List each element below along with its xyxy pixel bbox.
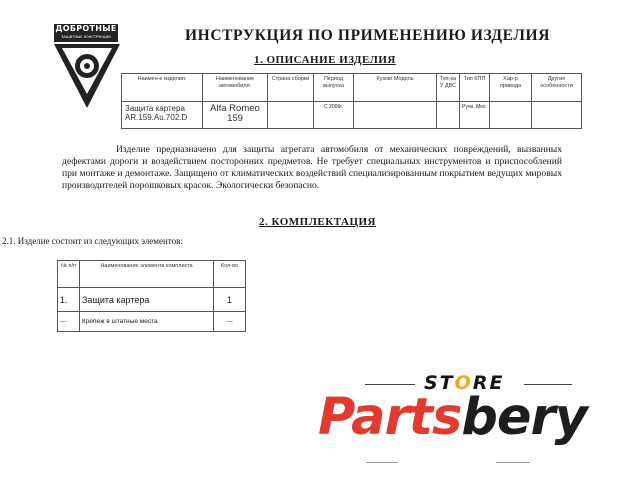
spec-header-cell: Наименование автомобиля:	[203, 74, 268, 102]
kit-cell-qty: 1	[214, 288, 246, 312]
spec-header-cell: Кузов/ Модель	[354, 74, 437, 102]
logo-brand-text: ДОБРОТНЫЕ	[55, 24, 117, 33]
company-logo	[52, 22, 124, 112]
spec-cell-period: С 2006г.	[314, 102, 354, 129]
kit-table	[57, 260, 246, 332]
spec-header-cell: Период выпуска	[314, 74, 354, 102]
watermark-divider	[496, 462, 530, 463]
watermark-divider	[365, 384, 415, 385]
spec-table-header-row	[122, 74, 582, 102]
spec-header-cell: Хар-р привода	[490, 74, 532, 102]
section-heading-description: 1. ОПИСАНИЕ ИЗДЕЛИЯ	[254, 54, 396, 66]
kit-table-row	[58, 288, 246, 312]
watermark-divider	[524, 384, 572, 385]
watermark-store-ring: O	[454, 372, 473, 394]
spec-cell-vehicle: Alfa Romeo 159	[203, 102, 268, 129]
kit-table-header-row	[58, 261, 246, 288]
spec-cell	[437, 102, 460, 129]
kit-cell-name: Защита картера	[80, 288, 214, 312]
watermark-store-part: ST	[424, 372, 455, 394]
spec-table	[121, 73, 582, 129]
kit-header-cell: № п/п	[58, 261, 80, 288]
shield-emblem-icon	[52, 42, 122, 112]
watermark-divider	[366, 462, 398, 463]
spec-cell-product: Защита картера AR.159.Au.702.D	[122, 102, 203, 129]
spec-header-cell: Страна сборки	[268, 74, 314, 102]
description-paragraph: Изделие предназначено для защиты агрегата автомобиля от механических повреждений, вызванных дефектами дороги и воздействием посторонних предметов. Не требует специальных инструментов и приспособлений при монтаже и демонтаже. Защищено от климатических воздействий специализированным покрытием ведущих мировых производителей порошковых красок. Экологически безопасно.	[62, 144, 562, 191]
spec-cell	[268, 102, 314, 129]
document-title: ИНСТРУКЦИЯ ПО ПРИМЕНЕНИЮ ИЗДЕЛИЯ	[185, 27, 550, 44]
spec-header-cell: Тип КПП	[460, 74, 490, 102]
kit-cell-qty: ---	[214, 312, 246, 332]
kit-cell-index: ---	[58, 312, 80, 332]
kit-cell-index: 1.	[58, 288, 80, 312]
kit-intro-text: 2.1. Изделие состоит из следующих элементов:	[2, 236, 183, 246]
spec-cell	[532, 102, 582, 129]
kit-cell-name: Крепеж в штатные места	[80, 312, 214, 332]
spec-cell	[354, 102, 437, 129]
section-heading-kit: 2. КОМПЛЕКТАЦИЯ	[259, 216, 376, 228]
kit-table-row	[58, 312, 246, 332]
watermark-brand	[318, 388, 587, 447]
logo-band	[54, 24, 118, 42]
logo-sub-text: ЗАЩИТНЫЕ КОНСТРУКЦИИ	[61, 35, 111, 39]
spec-cell-gearbox: Ручн. Мех.	[460, 102, 490, 129]
spec-table-row	[122, 102, 582, 129]
watermark-brand-part-dark: bery	[461, 388, 587, 447]
watermark-brand-part-red: Parts	[318, 388, 462, 447]
spec-header-cell: Наимен-е изделия:	[122, 74, 203, 102]
spec-header-cell: Другие особенности	[532, 74, 582, 102]
kit-header-cell: Наименование элемента комплекта	[80, 261, 214, 288]
watermark-store-part: RE	[472, 372, 505, 394]
spec-cell	[490, 102, 532, 129]
kit-header-cell: Кол-во	[214, 261, 246, 288]
spec-header-cell: Тех-ка У ДВС	[437, 74, 460, 102]
